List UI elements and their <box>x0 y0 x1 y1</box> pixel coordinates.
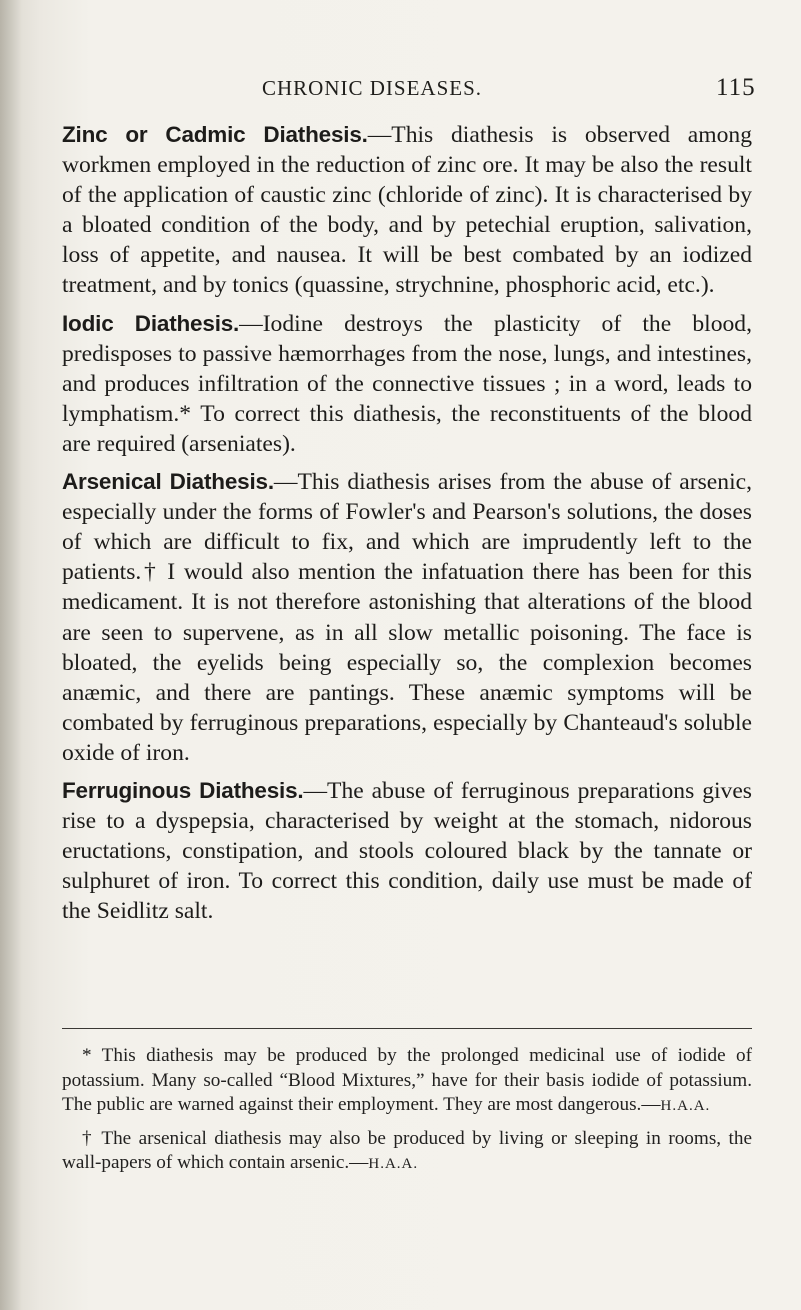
paragraph-iodic <box>62 309 752 459</box>
heading-ferruginous: Ferruginous Diathesis. <box>62 777 304 803</box>
body-text <box>62 120 752 934</box>
footnote-1-text: * This diathesis may be produced by the prolonged medicinal use of iodide of potassium. Many so-called “Blood Mixtures,” have for their basis iodide of potassium. The public are warned against their employment. They are most dangerous.— <box>62 1045 752 1115</box>
text-zinc: —This diathesis is observed among workmen employed in the reduction of zinc ore. It may be also the result of the application of caustic zinc (chloride of zinc). It is characterised by a bloated condition of the body, and by petechial eruption, salivation, loss of appetite, and nausea. It will be best combated by an iodized treatment, and by tonics (quassine, strychnine, phosphoric acid, etc.). <box>62 122 752 299</box>
footnote-1-signature: H.A.A. <box>660 1098 711 1114</box>
footnotes <box>62 1044 752 1185</box>
spine-shadow <box>0 0 22 1310</box>
footnote-2-text: † The arsenical diathesis may also be produced by living or sleeping in rooms, the wall-papers of which contain arsenic.— <box>62 1127 752 1173</box>
text-arsenical: —This diathesis arises from the abuse of arsenic, especially under the forms of Fowler's and Pearson's solutions, the doses of which are difficult to fix, and which are imprudently left to the patients.† I would also mention the infatuation there has been for this medicament. It is not therefore astonishing that alterations of the blood are seen to supervene, as in all slow metallic poisoning. The face is bloated, the eyelids being especially so, the complexion becomes anæmic, and there are pantings. These anæmic symptoms will be combated by ferruginous preparations, especially by Chanteaud's soluble oxide of iron. <box>62 469 752 766</box>
footnote-rule <box>62 1028 752 1029</box>
footnote-2-signature: H.A.A. <box>368 1156 419 1172</box>
paragraph-zinc <box>62 120 752 301</box>
text-iodic: —Iodine destroys the plasticity of the blood, predisposes to passive hæmorrhages from the nose, lungs, and intestines, and produces infiltration of the connective tissues ; in a word, leads to lymphatism.* To correct this diathesis, the reconstituents of the blood are required (arseniates). <box>62 310 752 457</box>
heading-arsenical: Arsenical Diathesis. <box>62 469 274 495</box>
paragraph-arsenical <box>62 467 752 768</box>
heading-zinc: Zinc or Cadmic Diathesis. <box>62 122 368 147</box>
footnote-2 <box>62 1127 752 1177</box>
page-number: 115 <box>716 74 756 101</box>
footnote-1 <box>62 1044 752 1119</box>
running-head <box>0 76 801 106</box>
heading-iodic: Iodic Diathesis. <box>62 310 240 336</box>
paragraph-ferruginous <box>62 776 752 926</box>
running-title: CHRONIC DISEASES. <box>262 76 483 100</box>
text-ferruginous: —The abuse of ferruginous preparations gives rise to a dyspepsia, characterised by weight at the stomach, nidorous eructations, constipation, and stools coloured black by the tannate or sulphuret of iron. To correct this condition, daily use must be made of the Seidlitz salt. <box>62 777 752 925</box>
